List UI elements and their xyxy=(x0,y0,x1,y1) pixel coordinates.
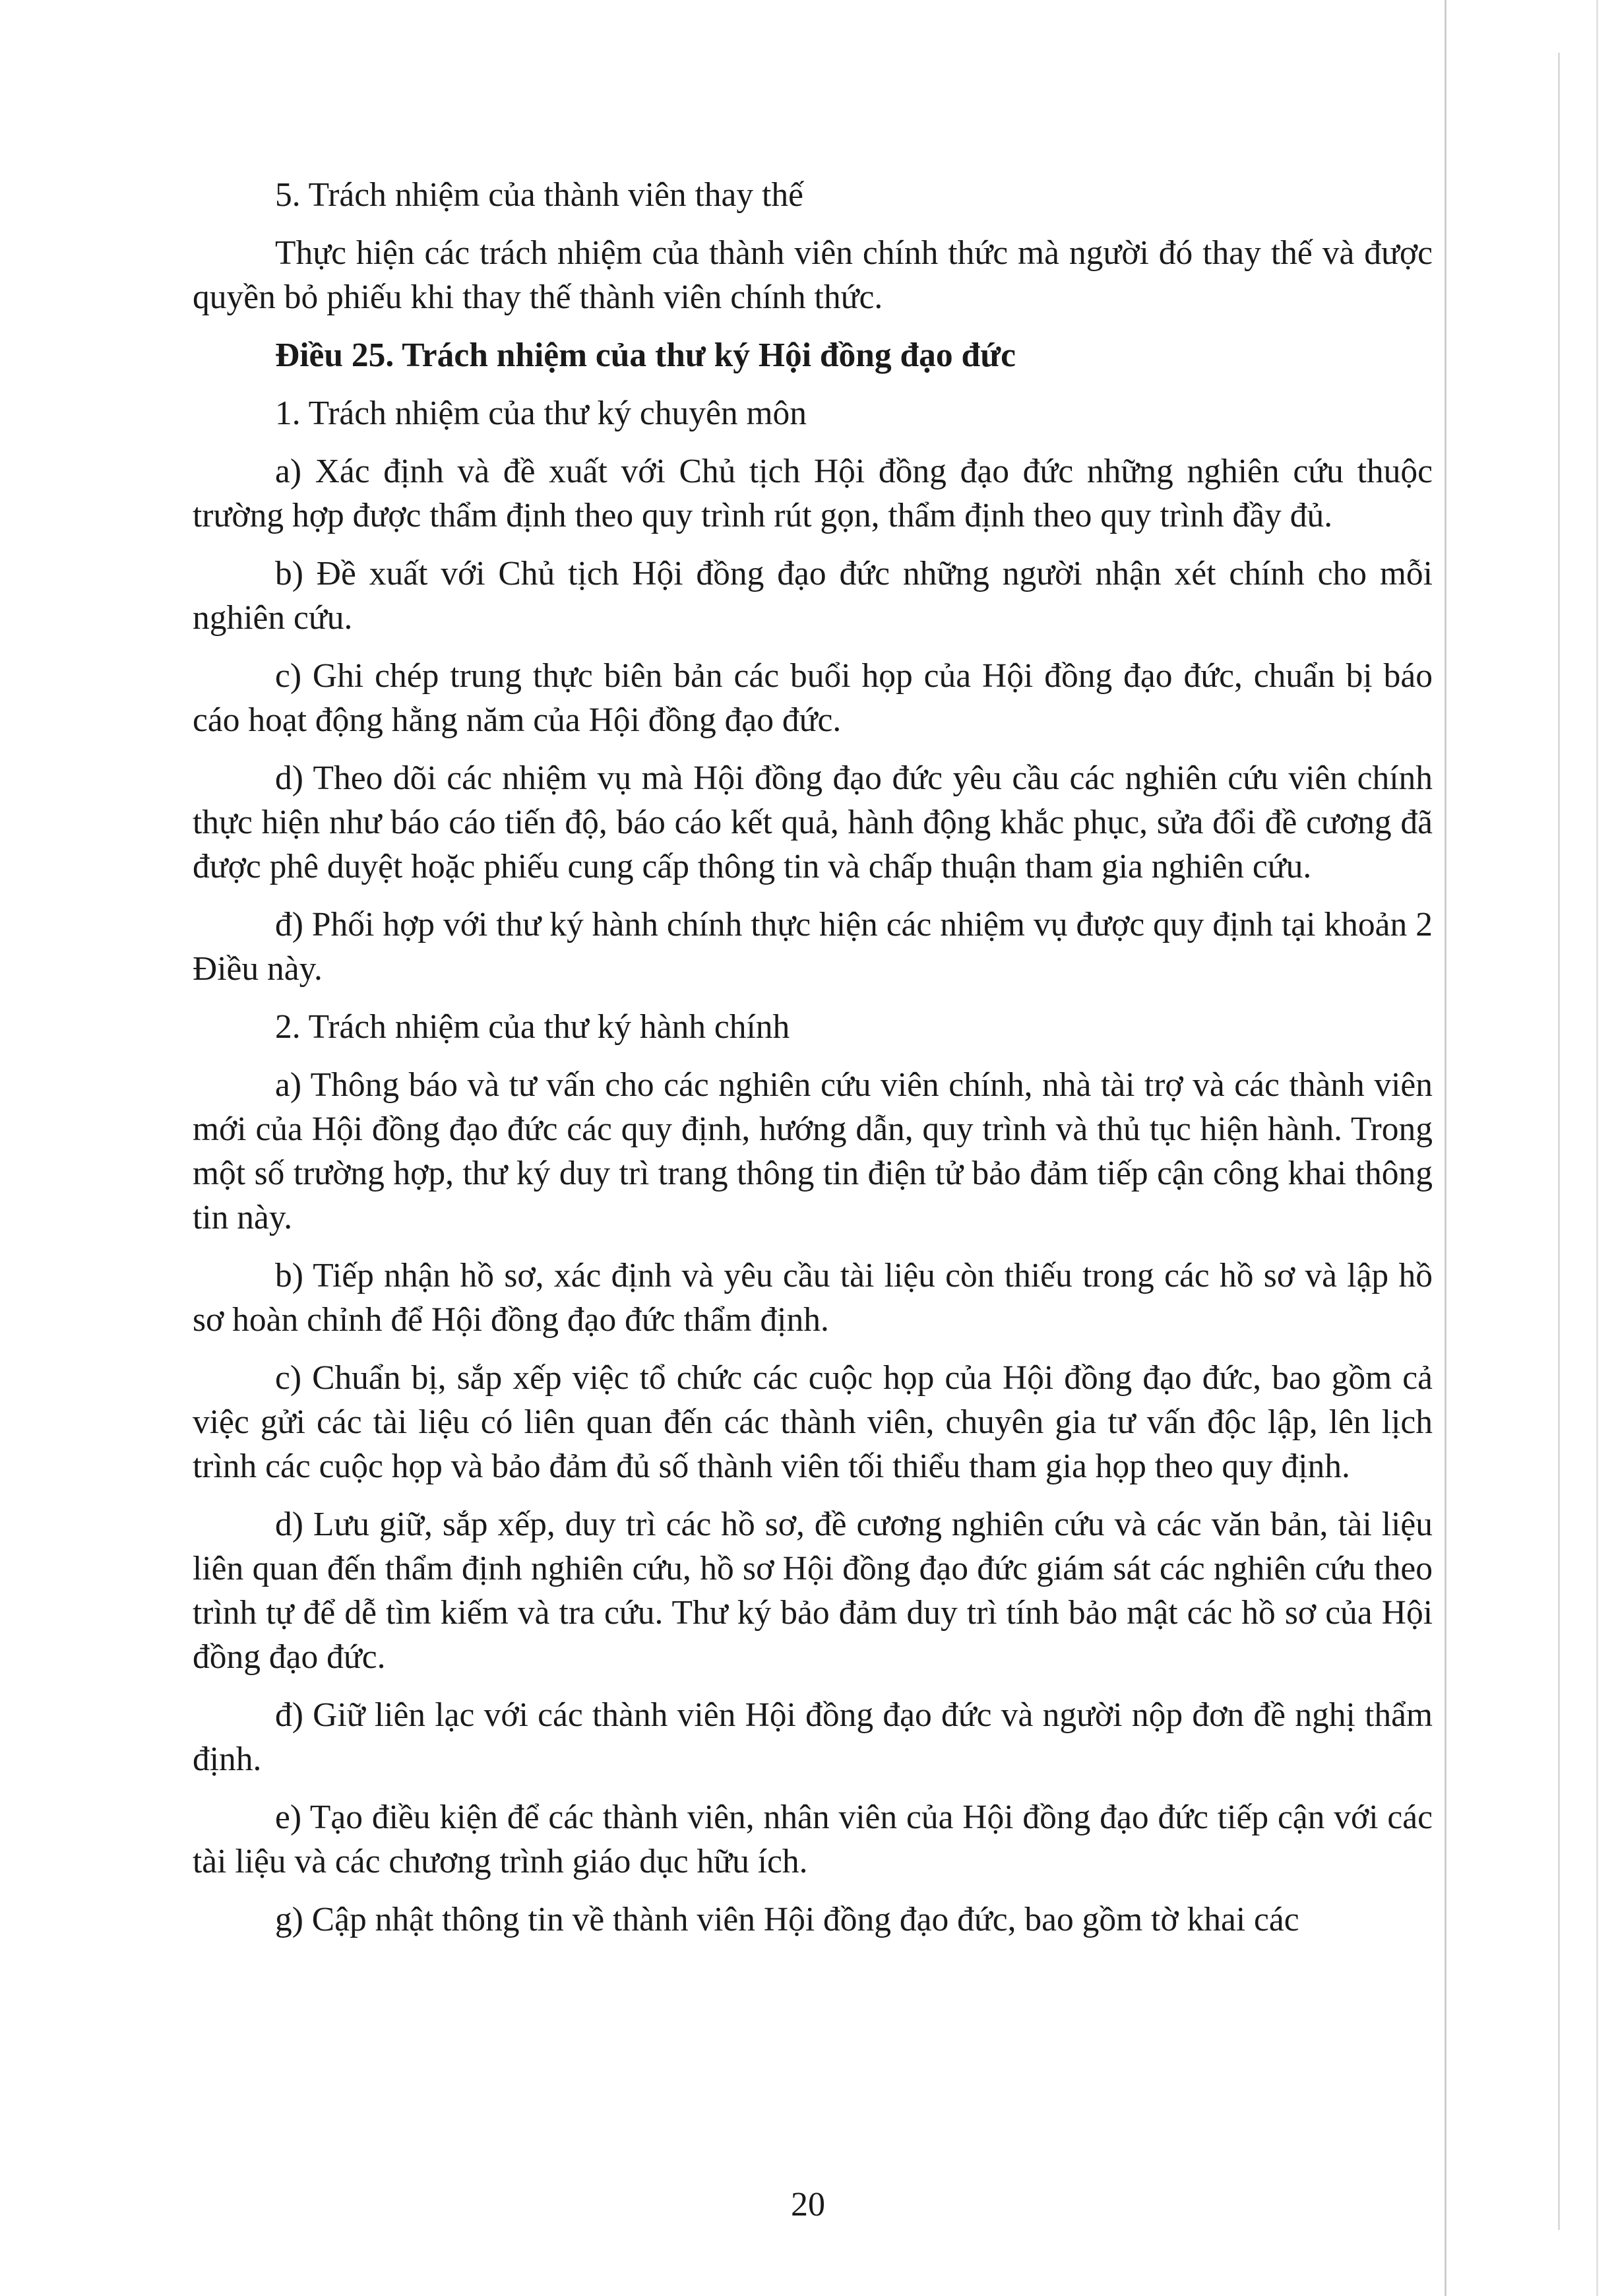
body-paragraph: c) Chuẩn bị, sắp xếp việc tổ chức các cuộc họp của Hội đồng đạo đức, bao gồm cả việc gửi các tài liệu có liên quan đến các thành viên, chuyên gia tư vấn độc lập, lên lịch trình các cuộc họp và bảo đảm đủ số thành viên tối thiểu tham gia họp theo quy định. xyxy=(193,1359,1433,1485)
body-paragraph: a) Thông báo và tư vấn cho các nghiên cứu viên chính, nhà tài trợ và các thành viên mới của Hội đồng đạo đức các quy định, hướng dẫn, quy trình và thủ tục hiện hành. Trong một số trường hợp, thư ký duy trì trang thông tin điện tử bảo đảm tiếp cận công khai thông tin này. xyxy=(193,1066,1433,1236)
page-number: 20 xyxy=(791,2186,825,2223)
body-paragraph: c) Ghi chép trung thực biên bản các buổi họp của Hội đồng đạo đức, chuẩn bị báo cáo hoạt động hằng năm của Hội đồng đạo đức. xyxy=(193,657,1433,739)
body-paragraph: d) Theo dõi các nhiệm vụ mà Hội đồng đạo đức yêu cầu các nghiên cứu viên chính thực hiện như báo cáo tiến độ, báo cáo kết quả, hành động khắc phục, sửa đổi đề cương đã được phê duyệt hoặc phiếu cung cấp thông tin và chấp thuận tham gia nghiên cứu. xyxy=(193,759,1433,885)
section-item-title: 5. Trách nhiệm của thành viên thay thế xyxy=(275,176,803,214)
body-paragraph: Thực hiện các trách nhiệm của thành viên chính thức mà người đó thay thế và được quyền bỏ phiếu khi thay thế thành viên chính thức. xyxy=(193,234,1433,316)
body-paragraph: d) Lưu giữ, sắp xếp, duy trì các hồ sơ, đề cương nghiên cứu và các văn bản, tài liệu liên quan đến thẩm định nghiên cứu, hồ sơ Hội đồng đạo đức giám sát các nghiên cứu theo trình tự để dễ tìm kiếm và tra cứu. Thư ký bảo đảm duy trì tính bảo mật các hồ sơ của Hội đồng đạo đức. xyxy=(193,1506,1433,1676)
scan-edge-line xyxy=(1558,53,1560,2230)
section-item-title: 1. Trách nhiệm của thư ký chuyên môn xyxy=(275,395,807,432)
body-paragraph: g) Cập nhật thông tin về thành viên Hội đồng đạo đức, bao gồm tờ khai các xyxy=(275,1901,1299,1938)
body-paragraph: đ) Phối hợp với thư ký hành chính thực hiện các nhiệm vụ được quy định tại khoản 2 Điều này. xyxy=(193,906,1433,988)
document-body xyxy=(193,173,1433,1956)
body-paragraph: đ) Giữ liên lạc với các thành viên Hội đồng đạo đức và người nộp đơn đề nghị thẩm định. xyxy=(193,1696,1433,1778)
section-item-title: 2. Trách nhiệm của thư ký hành chính xyxy=(275,1008,790,1046)
article-heading: Điều 25. Trách nhiệm của thư ký Hội đồng đạo đức xyxy=(275,336,1016,374)
body-paragraph: b) Tiếp nhận hồ sơ, xác định và yêu cầu tài liệu còn thiếu trong các hồ sơ và lập hồ sơ hoàn chỉnh để Hội đồng đạo đức thẩm định. xyxy=(193,1257,1433,1339)
scan-edge-line xyxy=(1445,0,1446,2296)
body-paragraph: a) Xác định và đề xuất với Chủ tịch Hội đồng đạo đức những nghiên cứu thuộc trường hợp được thẩm định theo quy trình rút gọn, thẩm định theo quy trình đầy đủ. xyxy=(193,453,1433,534)
scan-edge-line xyxy=(1596,0,1598,2296)
body-paragraph: e) Tạo điều kiện để các thành viên, nhân viên của Hội đồng đạo đức tiếp cận với các tài liệu và các chương trình giáo dục hữu ích. xyxy=(193,1799,1433,1880)
body-paragraph: b) Đề xuất với Chủ tịch Hội đồng đạo đức những người nhận xét chính cho mỗi nghiên cứu. xyxy=(193,555,1433,637)
